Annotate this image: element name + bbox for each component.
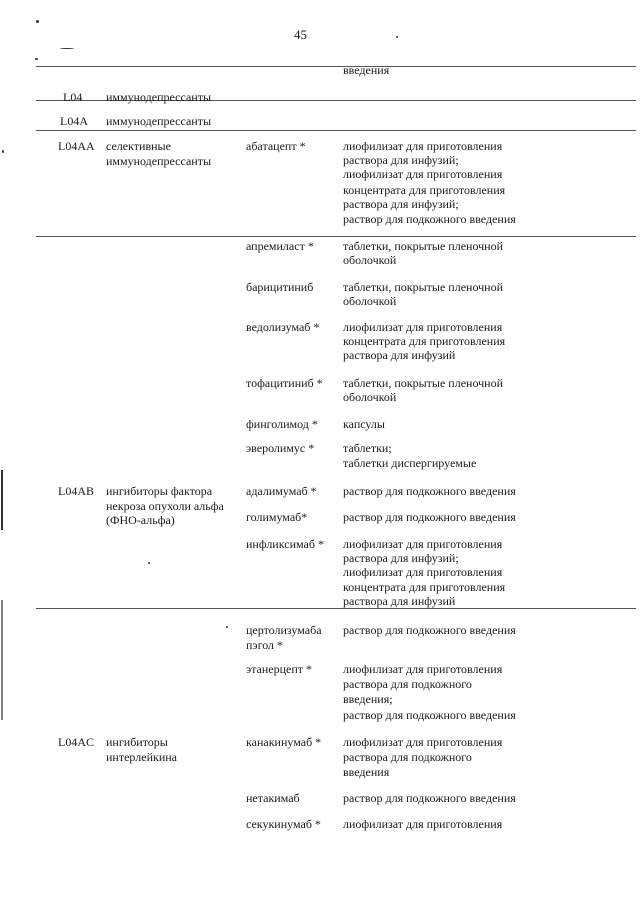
dosage-form-line: лиофилизат для приготовления <box>343 735 503 749</box>
dosage-form-line: введения <box>343 63 390 77</box>
dosage-form-line: раствора для инфузий; <box>343 551 459 565</box>
drug-name: нетакимаб <box>246 791 300 805</box>
drug-name: барицитиниб <box>246 280 314 294</box>
drug-name: ведолизумаб * <box>246 320 320 334</box>
dosage-form-line: лиофилизат для приготовления <box>343 537 503 551</box>
dosage-form-line: лиофилизат для приготовления <box>343 817 503 831</box>
page-break-rule <box>36 608 636 609</box>
dosage-form-line: раствор для подкожного введения <box>343 623 516 637</box>
drug-name: канакинумаб * <box>246 735 322 749</box>
atc-code: L04AB <box>58 484 94 498</box>
atc-code: L04 <box>63 90 83 104</box>
drug-name: секукинумаб * <box>246 817 321 831</box>
scan-speck <box>1 470 3 530</box>
drug-name: голимумаб* <box>246 510 308 524</box>
dosage-form-line: раствор для подкожного введения <box>343 484 516 498</box>
dosage-form-line: раствора для инфузий <box>343 348 456 362</box>
drug-name: инфликсимаб * <box>246 537 324 551</box>
scan-speck <box>35 58 38 60</box>
atc-group-name <box>106 139 236 168</box>
dosage-form-line: раствор для подкожного введения <box>343 791 516 805</box>
dosage-form-line: лиофилизат для приготовления <box>343 139 503 153</box>
atc-code: L04AC <box>58 735 94 749</box>
dosage-form-line: лиофилизат для приготовления <box>343 565 503 579</box>
drug-name: адалимумаб * <box>246 484 317 498</box>
atc-group-name-text: ингибиторы фактора некроза опухоли альфа (ФНО-альфа) <box>106 484 224 527</box>
page-number: 45 <box>294 27 307 42</box>
atc-group-name: иммунодепрессанты <box>106 90 212 104</box>
scan-speck <box>148 562 150 564</box>
scan-speck <box>2 150 4 153</box>
dosage-form-line: лиофилизат для приготовления <box>343 167 503 181</box>
drug-name: финголимод * <box>246 417 318 431</box>
scan-speck <box>36 20 39 23</box>
dosage-form-line: оболочкой <box>343 390 397 404</box>
atc-group-name <box>106 735 240 764</box>
dosage-form-line: оболочкой <box>343 253 397 267</box>
dosage-form-line: таблетки диспергируемые <box>343 456 477 470</box>
dosage-form-line: оболочкой <box>343 294 397 308</box>
dosage-form-line: концентрата для приготовления <box>343 183 506 197</box>
drug-name <box>246 623 338 652</box>
dosage-form-line: раствор для подкожного введения <box>343 510 516 524</box>
dosage-form-line: раствор для подкожного введения <box>343 212 516 226</box>
dosage-form-line: раствора для подкожного <box>343 677 472 691</box>
drug-name: эверолимус * <box>246 441 315 455</box>
drug-name-text: цертолизумаба пэгол * <box>246 623 322 652</box>
dosage-form-line: таблетки, покрытые пленочной <box>343 239 504 253</box>
drug-name: абатацепт * <box>246 139 306 153</box>
dosage-form-line: капсулы <box>343 417 385 431</box>
dosage-form-line: лиофилизат для приготовления <box>343 662 503 676</box>
atc-group-name: иммунодепрессанты <box>106 114 212 128</box>
atc-group-name-text: ингибиторы интерлейкина <box>106 735 177 764</box>
drug-name: тофацитиниб * <box>246 376 323 390</box>
atc-group-name <box>106 484 240 528</box>
section-rule <box>36 130 636 131</box>
scan-speck <box>226 626 228 628</box>
dosage-form-line: таблетки, покрытые пленочной <box>343 280 504 294</box>
dosage-form-line: лиофилизат для приготовления <box>343 320 503 334</box>
dosage-form-line: концентрата для приготовления <box>343 580 506 594</box>
atc-group-name-text: селективные иммунодепрессанты <box>106 139 212 168</box>
dosage-form-line: таблетки, покрытые пленочной <box>343 376 504 390</box>
scan-speck <box>396 36 398 38</box>
dosage-form-line: раствора для инфузий <box>343 594 456 608</box>
dosage-form-line: концентрата для приготовления <box>343 334 506 348</box>
header-rule <box>36 66 636 67</box>
atc-code: L04AA <box>58 139 95 153</box>
page-break-rule <box>36 236 636 237</box>
atc-code: L04A <box>60 114 88 128</box>
scan-speck <box>60 48 74 49</box>
dosage-form-line: раствора для инфузий; <box>343 197 459 211</box>
dosage-form-line: введения; <box>343 692 393 706</box>
dosage-form-line: введения <box>343 765 390 779</box>
dosage-form-line: раствора для подкожного <box>343 750 472 764</box>
dosage-form-line: раствора для инфузий; <box>343 153 459 167</box>
drug-name: апремиласт * <box>246 239 314 253</box>
dosage-form-line: таблетки; <box>343 441 392 455</box>
scan-speck <box>1 600 3 720</box>
dosage-form-line: раствор для подкожного введения <box>343 708 516 722</box>
drug-name: этанерцепт * <box>246 662 313 676</box>
